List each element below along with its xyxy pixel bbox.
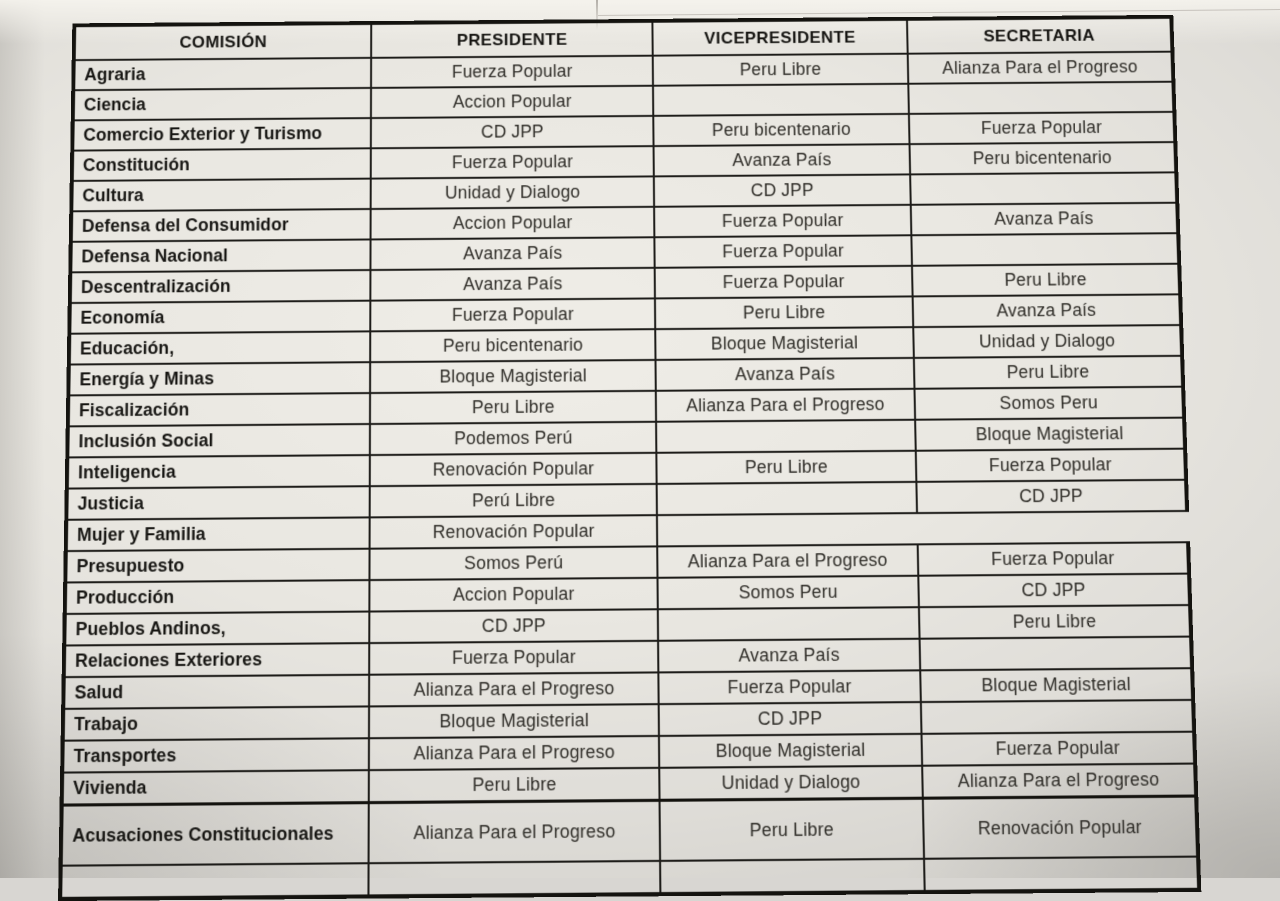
cell-comision: Pueblos Andinos,	[64, 612, 370, 646]
cell-presidente: Podemos Perú	[370, 422, 656, 455]
cell-secretaria: Somos Peru	[915, 387, 1185, 420]
cell-vicepresidente: Avanza País	[656, 358, 915, 391]
cell-presidente: Bloque Magisterial	[370, 360, 655, 393]
cell-comision	[60, 863, 369, 899]
cell-secretaria: Fuerza Popular	[909, 112, 1175, 144]
cell-presidente: CD JPP	[371, 116, 653, 148]
cell-comision: Producción	[65, 580, 370, 614]
cell-secretaria	[908, 82, 1174, 114]
cell-comision: Justicia	[66, 486, 370, 520]
cell-presidente: Peru bicentenario	[371, 329, 656, 362]
cell-presidente: Accion Popular	[371, 86, 653, 118]
cell-vicepresidente: Peru Libre	[656, 451, 916, 484]
cell-comision: Fiscalización	[68, 393, 371, 426]
cell-comision: Descentralización	[70, 270, 371, 303]
cell-secretaria	[917, 511, 1188, 544]
cell-presidente: Fuerza Popular	[370, 641, 659, 675]
column-header-comision: COMISIÓN	[74, 23, 372, 60]
cell-presidente: Alianza Para el Progreso	[369, 736, 659, 770]
cell-presidente: Peru Libre	[370, 391, 656, 424]
cell-vicepresidente: Unidad y Dialogo	[659, 766, 922, 801]
cell-vicepresidente	[653, 84, 909, 116]
cell-comision: Cultura	[71, 179, 371, 212]
cell-vicepresidente: Peru Libre	[655, 296, 913, 329]
commissions-table	[58, 15, 1201, 901]
document-page	[58, 15, 1201, 901]
cell-vicepresidente: CD JPP	[654, 174, 911, 206]
cell-comision: Inteligencia	[67, 455, 371, 489]
cell-vicepresidente: Fuerza Popular	[654, 235, 912, 268]
cell-vicepresidente: Fuerza Popular	[654, 205, 911, 237]
column-header-presidente: PRESIDENTE	[372, 21, 653, 58]
cell-secretaria: Alianza Para el Progreso	[922, 764, 1196, 799]
cell-secretaria	[921, 700, 1194, 734]
cell-presidente: Accion Popular	[371, 207, 655, 240]
cell-vicepresidente: Somos Peru	[658, 576, 919, 610]
column-header-secretaria: SECRETARIA	[907, 17, 1172, 54]
cell-vicepresidente: Bloque Magisterial	[655, 327, 914, 360]
cell-secretaria: Peru bicentenario	[910, 142, 1177, 174]
cell-secretaria: Avanza País	[913, 294, 1182, 327]
cell-secretaria	[924, 857, 1199, 892]
cell-presidente: Renovación Popular	[370, 453, 657, 486]
paper-top-edge	[598, 9, 1280, 16]
cell-secretaria: CD JPP	[918, 574, 1190, 608]
cell-presidente: Alianza Para el Progreso	[369, 800, 660, 863]
cell-secretaria: Peru Libre	[912, 264, 1180, 297]
cell-comision: Constitución	[72, 148, 371, 181]
cell-vicepresidente: Bloque Magisterial	[659, 734, 922, 768]
cell-comision: Defensa del Consumidor	[71, 209, 371, 242]
cell-vicepresidente: Fuerza Popular	[655, 266, 913, 299]
cell-comision: Salud	[63, 675, 369, 709]
cell-comision: Energía y Minas	[68, 362, 370, 395]
cell-secretaria: Fuerza Popular	[916, 449, 1186, 482]
cell-secretaria	[920, 637, 1193, 671]
cell-secretaria	[910, 172, 1177, 204]
cell-comision: Mujer y Familia	[66, 517, 370, 551]
cell-secretaria: Alianza Para el Progreso	[908, 52, 1174, 84]
cell-vicepresidente: CD JPP	[659, 702, 922, 736]
cell-vicepresidente	[657, 513, 918, 546]
cell-comision: Vivienda	[62, 770, 370, 805]
cell-secretaria: Fuerza Popular	[918, 542, 1189, 576]
cell-secretaria: Unidad y Dialogo	[913, 325, 1182, 358]
cell-comision: Agraria	[73, 58, 371, 90]
cell-presidente	[369, 861, 661, 897]
cell-comision: Trabajo	[63, 706, 370, 740]
column-header-vicepresidente: VICEPRESIDENTE	[653, 19, 908, 56]
cell-comision: Presupuesto	[65, 549, 370, 583]
cell-vicepresidente: Peru Libre	[653, 54, 908, 86]
cell-secretaria: Bloque Magisterial	[920, 668, 1193, 702]
cell-vicepresidente: Avanza País	[658, 639, 920, 673]
cell-presidente: CD JPP	[370, 609, 658, 643]
cell-comision: Relaciones Exteriores	[64, 643, 370, 677]
cell-secretaria: CD JPP	[916, 480, 1187, 513]
cell-vicepresidente	[656, 420, 916, 453]
cell-comision: Ciencia	[73, 88, 372, 120]
cell-presidente: Somos Perú	[370, 546, 658, 580]
cell-secretaria: Renovación Popular	[923, 796, 1198, 859]
cell-vicepresidente: Peru Libre	[660, 798, 924, 861]
cell-comision: Educación,	[69, 331, 371, 364]
cell-presidente: Fuerza Popular	[371, 298, 656, 331]
cell-comision: Transportes	[62, 738, 369, 772]
cell-vicepresidente: Fuerza Popular	[658, 670, 920, 704]
cell-secretaria: Fuerza Popular	[922, 732, 1196, 766]
cell-presidente: Fuerza Popular	[371, 56, 653, 88]
table-row	[61, 796, 1198, 866]
cell-comision: Economía	[69, 301, 370, 334]
cell-presidente: Peru Libre	[369, 768, 659, 803]
cell-presidente: Unidad y Dialogo	[371, 176, 654, 209]
cell-presidente: Fuerza Popular	[371, 146, 654, 179]
cell-presidente: Avanza País	[371, 268, 655, 301]
cell-presidente: Accion Popular	[370, 578, 658, 612]
cell-vicepresidente	[660, 859, 925, 894]
cell-secretaria: Avanza País	[911, 203, 1178, 236]
cell-vicepresidente	[658, 607, 920, 641]
cell-comision: Acusaciones Constitucionales	[61, 803, 370, 866]
cell-vicepresidente: Alianza Para el Progreso	[656, 389, 915, 422]
cell-vicepresidente	[657, 482, 917, 515]
cell-comision: Inclusión Social	[67, 424, 370, 457]
cell-presidente: Renovación Popular	[370, 515, 657, 549]
cell-vicepresidente: Alianza Para el Progreso	[657, 544, 918, 577]
cell-secretaria: Peru Libre	[914, 356, 1183, 389]
table-body	[60, 52, 1199, 899]
cell-vicepresidente: Avanza País	[654, 144, 910, 176]
cell-comision: Defensa Nacional	[70, 239, 371, 272]
cell-presidente: Avanza País	[371, 237, 655, 270]
cell-vicepresidente: Peru bicentenario	[653, 114, 909, 146]
cell-comision: Comercio Exterior y Turismo	[72, 118, 371, 151]
cell-secretaria: Bloque Magisterial	[915, 418, 1185, 451]
cell-presidente: Perú Libre	[370, 484, 657, 517]
cell-secretaria: Peru Libre	[919, 605, 1191, 639]
cell-presidente: Alianza Para el Progreso	[369, 672, 658, 706]
cell-presidente: Bloque Magisterial	[369, 704, 659, 738]
cell-secretaria	[911, 233, 1179, 266]
